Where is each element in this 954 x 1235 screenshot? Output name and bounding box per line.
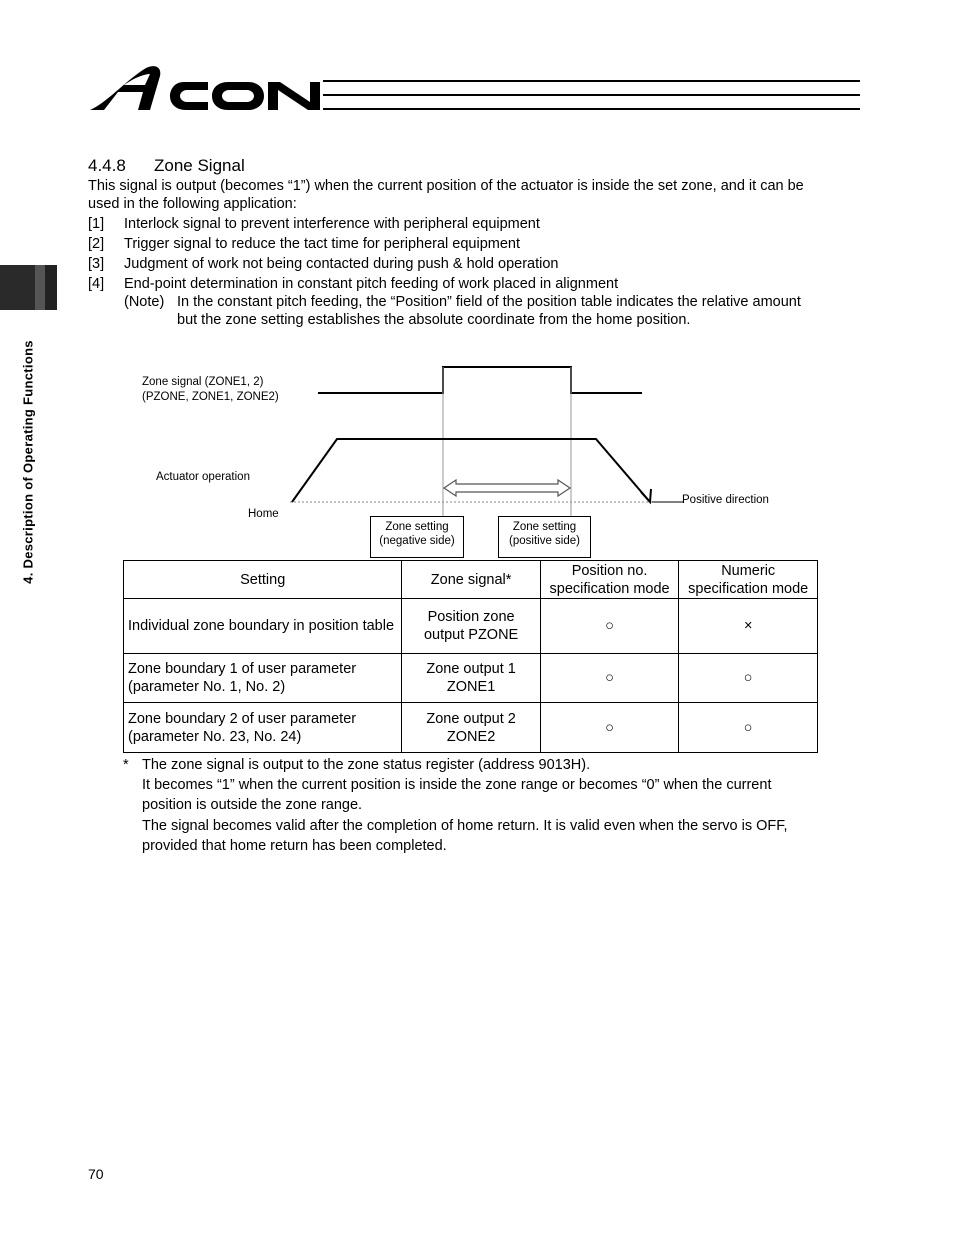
note-label: (Note) [124,294,165,310]
note-text-1: In the constant pitch feeding, the “Position” field of the position table indicates the relative amount [177,294,801,310]
list-item-number: [2] [88,236,105,252]
header-zone-signal: Zone signal* [402,561,540,599]
section-title: Zone Signal [154,156,245,175]
footnote-star: * [123,757,129,773]
actuator-operation-label: Actuator operation [156,471,250,483]
note-text-2: but the zone setting establishes the absolute coordinate from the home position. [177,312,691,328]
home-label: Home [248,508,279,520]
zone-signal-label-1: Zone signal (ZONE1, 2) [142,376,264,388]
zone-setting-positive-box [498,516,591,558]
list-item-number: [4] [88,276,105,292]
zone-setting-positive-line-2: (positive side) [509,535,580,547]
cell-position-mode: ○ [540,703,679,753]
header-position-mode: Position no. specification mode [540,561,679,599]
cell-zone-signal: Zone output 2 ZONE2 [402,703,540,753]
cell-position-mode: ○ [540,654,679,703]
section-number: 4.4.8 [88,156,126,175]
zone-setting-positive-line-1: Zone setting [512,521,577,533]
cell-numeric-mode: ○ [679,703,818,753]
cell-zone-signal: Zone output 1 ZONE1 [402,654,540,703]
table-row [124,703,818,753]
list-item-number: [1] [88,216,105,232]
cell-position-mode: ○ [540,599,679,654]
list-item-number: [3] [88,256,105,272]
zone-setting-negative-box [370,516,464,558]
zone-setting-negative-line-2: (negative side) [379,535,455,547]
list-item-text: Interlock signal to prevent interference with peripheral equipment [124,216,540,232]
footnote-text-5: provided that home return has been completed. [142,838,447,854]
chapter-side-label: 4. Description of Operating Functions [20,340,36,584]
footnote-text-4: The signal becomes valid after the completion of home return. It is valid even when the servo is OFF, [142,818,788,834]
list-item-text: End-point determination in constant pitch feeding of work placed in alignment [124,276,619,292]
cell-numeric-mode: ○ [679,654,818,703]
cell-setting: Individual zone boundary in position table [124,599,402,654]
cell-zone-signal: Position zone output PZONE [402,599,540,654]
table-header-row [124,561,818,599]
positive-direction-label: Positive direction [682,494,769,506]
cell-numeric-mode: × [679,599,818,654]
header-numeric-mode: Numeric specification mode [679,561,818,599]
footnote-line-1 [123,755,590,776]
zone-range-double-arrow-icon [444,480,570,496]
cell-setting: Zone boundary 2 of user parameter (parameter No. 23, No. 24) [124,703,402,753]
cell-setting: Zone boundary 1 of user parameter (parameter No. 1, No. 2) [124,654,402,703]
footnote-text-3: position is outside the zone range. [142,797,363,813]
header-setting: Setting [124,561,402,599]
list-item-text: Trigger signal to reduce the tact time for peripheral equipment [124,236,521,252]
table-row [124,654,818,703]
zone-signal-table [123,560,818,753]
list-item-text: Judgment of work not being contacted during push & hold operation [124,256,559,272]
intro-line-1: This signal is output (becomes “1”) when the current position of the actuator is inside the set zone, and it can be [88,178,804,194]
footnote-text-2: It becomes “1” when the current position is inside the zone range or becomes “0” when the current [142,777,772,793]
zone-setting-negative-line-1: Zone setting [385,521,449,533]
zone-signal-waveform [318,367,642,393]
page-number: 70 [88,1166,104,1182]
intro-line-2: used in the following application: [88,196,297,212]
zone-signal-label-2: (PZONE, ZONE1, ZONE2) [142,391,279,403]
zone-signal-diagram [0,0,954,560]
footnote-text-1: The zone signal is output to the zone status register (address 9013H). [142,757,591,773]
arrowhead-icon [641,489,651,502]
table-row [124,599,818,654]
